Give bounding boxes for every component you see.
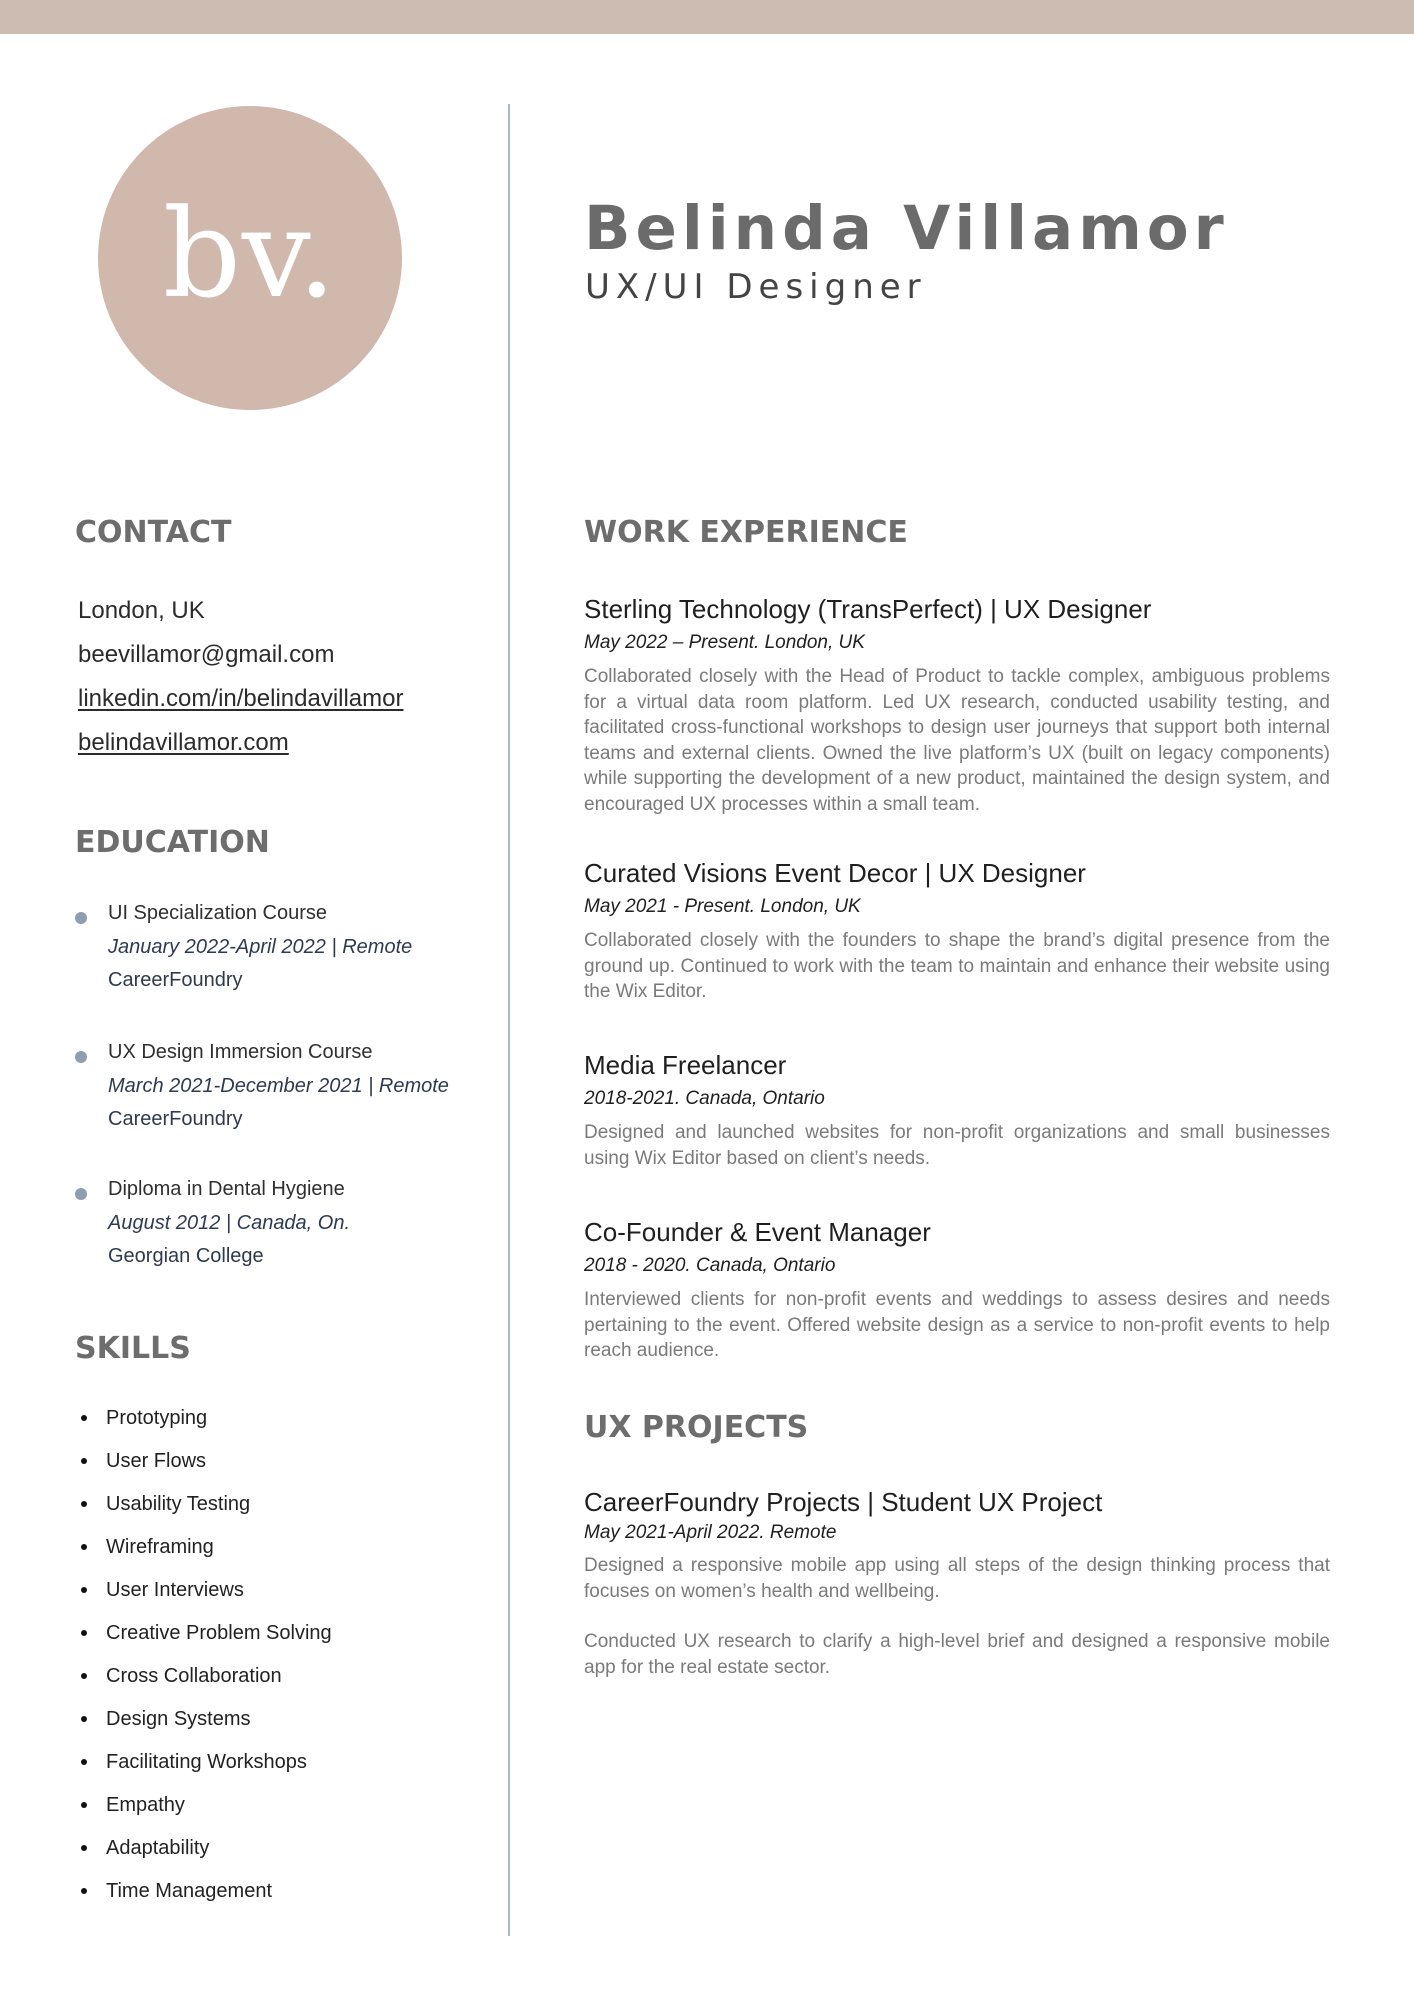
candidate-name: Belinda Villamor [584,193,1229,264]
job-title: Co-Founder & Event Manager [584,1217,931,1247]
contact-linkedin-link[interactable]: linkedin.com/in/belindavillamor [78,685,404,712]
education-dates: March 2021-December 2021 | Remote [108,1075,449,1097]
ux-projects-heading: UX PROJECTS [584,1410,809,1445]
candidate-role: UX/UI Designer [585,267,927,307]
project-entry [584,1487,1330,1678]
job-title: Sterling Technology (TransPerfect) | UX Designer [584,594,1152,624]
education-school: CareerFoundry [108,969,243,991]
skill-item: Creative Problem Solving [78,1623,332,1666]
job-description: Interviewed clients for non-profit events and weddings to assess desires and needs pertaining to the event. Offered website design as a service to non-profit events to help reach audience. [584,1289,1330,1361]
job-entry [584,1217,1330,1361]
education-title: UI Specialization Course [108,902,327,924]
contact-website-link[interactable]: belindavillamor.com [78,729,289,756]
project-title: CareerFoundry Projects | Student UX Project [584,1487,1103,1517]
education-heading: EDUCATION [75,825,270,860]
education-dates: January 2022-April 2022 | Remote [108,936,413,958]
skill-item: Cross Collaboration [78,1666,332,1709]
education-title: Diploma in Dental Hygiene [108,1178,345,1200]
job-description: Collaborated closely with the Head of Product to tackle complex, ambiguous problems for a virtual data room platform. Led UX research, conducted usability testing, and facilitated cross-functional workshops to design user journeys that support both internal teams and external clients. Owned the live platform’s UX (built on legacy components) while supporting the development of a new product, maintained the design system, and encouraged UX processes within a small team. [584,666,1330,815]
skill-item: Time Management [78,1881,332,1924]
project-description: Conducted UX research to clarify a high-level brief and designed a responsive mobile app for the real estate sector. [584,1631,1330,1678]
education-school: Georgian College [108,1245,264,1267]
skill-item: Facilitating Workshops [78,1752,332,1795]
job-meta: 2018 - 2020. Canada, Ontario [584,1255,836,1276]
skill-item: Wireframing [78,1537,332,1580]
job-entry [584,1050,1330,1169]
skill-item: Usability Testing [78,1494,332,1537]
top-accent-bar [0,0,1414,34]
monogram-text: bv. [162,183,338,325]
education-dates: August 2012 | Canada, On. [108,1212,351,1234]
bullet-dot-icon [75,1051,87,1063]
skill-item: Prototyping [78,1408,332,1451]
skills-list [78,1408,332,1924]
job-meta: May 2021 - Present. London, UK [584,896,861,917]
project-meta: May 2021-April 2022. Remote [584,1522,837,1543]
skill-item: User Flows [78,1451,332,1494]
education-title: UX Design Immersion Course [108,1041,373,1063]
bullet-dot-icon [75,912,87,924]
column-divider [508,104,510,1936]
contact-email[interactable]: beevillamor@gmail.com [78,641,335,668]
job-meta: 2018-2021. Canada, Ontario [584,1088,825,1109]
skill-item: Adaptability [78,1838,332,1881]
bullet-dot-icon [75,1188,87,1200]
skill-item: User Interviews [78,1580,332,1623]
skill-item: Design Systems [78,1709,332,1752]
education-school: CareerFoundry [108,1108,243,1130]
contact-location: London, UK [78,597,205,624]
work-experience-heading: WORK EXPERIENCE [584,515,908,550]
job-description: Designed and launched websites for non-profit organizations and small businesses using Wix Editor based on client’s needs. [584,1122,1330,1169]
project-description: Designed a responsive mobile app using all steps of the design thinking process that focuses on women’s health and wellbeing. [584,1555,1330,1602]
job-title: Media Freelancer [584,1050,787,1080]
skills-heading: SKILLS [75,1331,191,1366]
monogram-logo [98,106,402,410]
job-meta: May 2022 – Present. London, UK [584,632,865,653]
job-title: Curated Visions Event Decor | UX Designer [584,858,1086,888]
job-description: Collaborated closely with the founders to shape the brand’s digital presence from the ground up. Continued to work with the team to maintain and enhance their website using the Wix Editor. [584,930,1330,1002]
job-entry [584,858,1330,1002]
job-entry [584,594,1330,815]
skill-item: Empathy [78,1795,332,1838]
contact-heading: CONTACT [75,515,232,550]
